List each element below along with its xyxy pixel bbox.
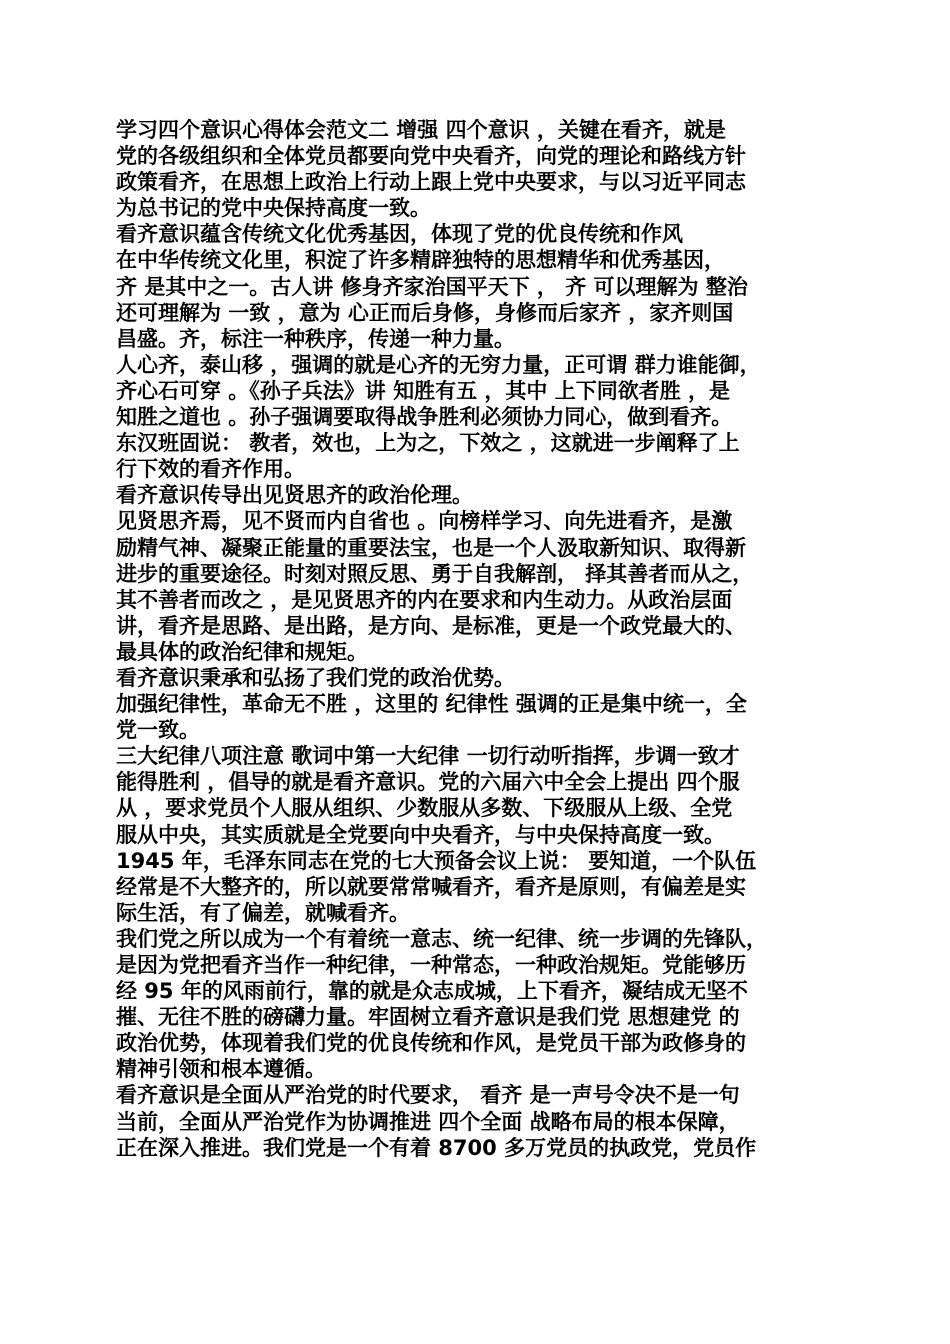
text-line: 最具体的政治纪律和规矩。 (116, 639, 368, 664)
text-line: 1945 年，毛泽东同志在党的七大预备会议上说： 要知道，一个队伍 (116, 848, 757, 873)
text-line: 行下效的看齐作用。 (116, 457, 305, 482)
text-line: 齐心石可穿 。《孙子兵法》讲 知胜有五 ，其中 上下同欲者胜 ，是 (116, 378, 731, 403)
text-line: 政治优势，体现着我们党的优良传统和作风，是党员干部为政修身的 (116, 1031, 746, 1056)
text-line: 正在深入推进。我们党是一个有着 8700 多万党员的执政党，党员作 (116, 1135, 757, 1160)
text-line: 人心齐，泰山移 ，强调的就是心齐的无穷力量，正可谓 群力谁能御， (116, 352, 761, 377)
text-line: 党一致。 (116, 718, 200, 743)
text-line: 加强纪律性，革命无不胜 ，这里的 纪律性 强调的正是集中统一，全 (116, 692, 747, 717)
text-line: 际生活，有了偏差，就喊看齐。 (116, 900, 410, 925)
text-line: 进步的重要途径。时刻对照反思、勇于自我解剖， 择其善者而从之， (116, 561, 754, 586)
text-line: 经常是不大整齐的，所以就要常常喊看齐，看齐是原则，有偏差是实 (116, 874, 746, 899)
document-body (116, 117, 841, 1161)
text-line: 党的各级组织和全体党员都要向党中央看齐，向党的理论和路线方针 (116, 144, 746, 169)
text-line: 看齐意识秉承和弘扬了我们党的政治优势。 (116, 665, 515, 690)
text-line: 当前，全面从严治党作为协调推进 四个全面 战略布局的根本保障， (116, 1109, 740, 1134)
text-line: 励精气神、凝聚正能量的重要法宝，也是一个人汲取新知识、取得新 (116, 535, 746, 560)
text-line: 东汉班固说： 教者，效也，上为之，下效之 ，这就进一步阐释了上 (116, 431, 740, 456)
text-line: 我们党之所以成为一个有着统一意志、统一纪律、统一步调的先锋队， (116, 926, 767, 951)
text-line: 是因为党把看齐当作一种纪律，一种常态，一种政治规矩。党能够历 (116, 953, 746, 977)
text-line: 为总书记的党中央保持高度一致。 (116, 196, 431, 221)
text-line: 能得胜利 ，倡导的就是看齐意识。党的六届六中全会上提出 四个服 (116, 770, 740, 795)
text-line: 三大纪律八项注意 歌词中第一大纪律 一切行动听指挥，步调一致才 (116, 744, 740, 769)
text-line: 讲，看齐是思路、是出路，是方向、是标准，更是一个政党最大的、 (116, 613, 746, 638)
text-line: 从 ，要求党员个人服从组织、少数服从多数、下级服从上级、全党 (116, 796, 733, 821)
text-line: 看齐意识蕴含传统文化优秀基因，体现了党的优良传统和作风 (116, 222, 683, 247)
text-line: 知胜之道也 。孙子强调要取得战争胜利必须协力同心，做到看齐。 (116, 405, 733, 430)
text-line: 政策看齐，在思想上政治上行动上跟上党中央要求，与以习近平同志 (116, 170, 746, 195)
text-line: 其不善者而改之 ，是见贤思齐的内在要求和内生动力。从政治层面 (116, 587, 733, 612)
text-line: 服从中央，其实质就是全党要向中央看齐，与中央保持高度一致。 (116, 822, 725, 847)
text-line: 在中华传统文化里，积淀了许多精辟独特的思想精华和优秀基因， (116, 248, 725, 273)
text-line: 学习四个意识心得体会范文二 增强 四个意识 ，关键在看齐，就是 (116, 118, 726, 142)
text-line: 见贤思齐焉，见不贤而内自省也 。向榜样学习、向先进看齐，是激 (116, 509, 733, 534)
text-line: 摧、无往不胜的磅礴力量。牢固树立看齐意识是我们党 思想建党 的 (116, 1005, 740, 1030)
text-line: 齐 是其中之一。古人讲 修身齐家治国平天下 ， 齐 可以理解为 整治 (116, 274, 748, 299)
text-line: 看齐意识传导出见贤思齐的政治伦理。 (116, 483, 473, 508)
text-line: 昌盛。齐，标注一种秩序，传递一种力量。 (116, 326, 515, 351)
text-line: 还可理解为 一致 ，意为 心正而后身修，身修而后家齐 ，家齐则国 (116, 300, 734, 325)
text-line: 精神引领和根本遵循。 (116, 1057, 326, 1082)
text-line: 经 95 年的风雨前行，靠的就是众志成城，上下看齐，凝结成无坚不 (116, 979, 748, 1004)
text-line: 看齐意识是全面从严治党的时代要求， 看齐 是一声号令决不是一句 (116, 1083, 740, 1108)
